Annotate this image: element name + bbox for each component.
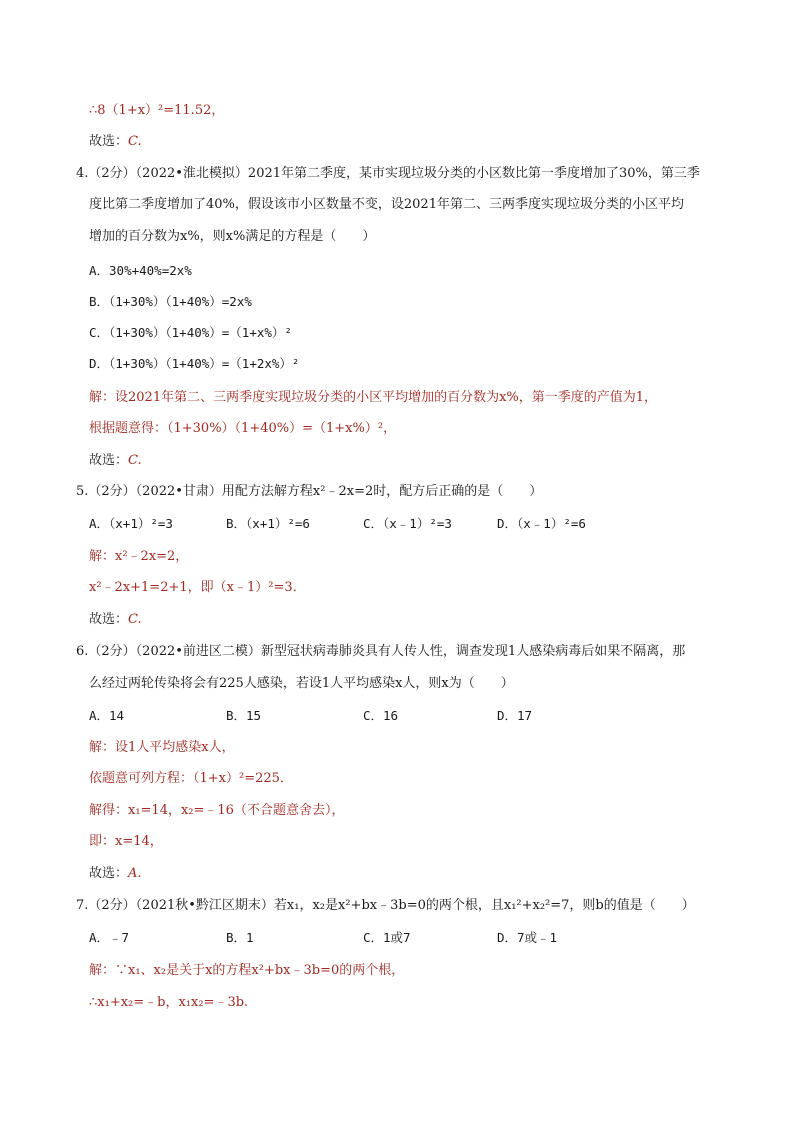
question-5-stem: 5.（2分）（2022•甘肃）用配方法解方程x²﹣2x=2时，配方后正确的是（ ） [76,484,543,499]
answer-letter: A. [128,866,142,881]
question-4-answer [89,452,142,470]
question-6-stem: 6.（2分）（2022•前进区二模）新型冠状病毒肺炎具有人传人性，调查发现1人感染病毒后如果不隔离，那 [76,644,686,659]
question-5-option-a: A．（x+1）²=3 [89,516,173,531]
question-4-solution: 解：设2021年第二、三两季度实现垃圾分类的小区平均增加的百分数为x%，第一季度的产值为1， [89,390,658,405]
question-6-option-b: B．15 [226,708,262,723]
question-4-stem: 4.（2分）（2022•淮北模拟）2021年第二季度，某市实现垃圾分类的小区数比第一季度增加了30%，第三季 [76,166,700,181]
question-7-option-d: D．7或﹣1 [497,930,558,945]
question-4-option-b: B．（1+30%）（1+40%）=2x% [89,294,252,309]
question-5-solution: 解：x²﹣2x=2， [89,549,189,564]
question-5-option-d: D．（x﹣1）²=6 [497,516,586,531]
question-4-stem-cont: 增加的百分数为x%，则x%满足的方程是（ ） [89,229,376,244]
answer-label: 故选： [89,453,129,468]
question-6-option-d: D．17 [497,708,533,723]
question-6-solution: 即：x=14， [89,834,163,849]
question-5-answer [89,611,142,629]
question-4-solution: 根据题意得：（1+30%）（1+40%）=（1+x%）²， [89,421,397,436]
question-6-stem-cont: 么经过两轮传染将会有225人感染，若设1人平均感染x人，则x为（ ） [89,676,514,691]
answer-label: 故选： [89,134,129,149]
question-5-solution: x²﹣2x+1=2+1，即（x﹣1）²=3． [89,580,306,595]
question-7-solution: ∴x₁+x₂=﹣b，x₁x₂=﹣3b. [89,995,249,1010]
answer-label: 故选： [89,866,129,881]
question-6-option-c: C．16 [363,708,399,723]
question-6-solution: 解得：x₁=14，x₂=﹣16（不合题意舍去）， [89,803,345,818]
answer-label: 故选： [89,612,129,627]
question-4-option-c: C．（1+30%）（1+40%）=（1+x%）² [89,325,292,340]
question-6-solution: 解：设1人平均感染x人， [89,740,235,755]
question-5-option-c: C．（x﹣1）²=3 [363,516,452,531]
question-7-stem: 7.（2分）（2021秋•黔江区期末）若x₁，x₂是x²+bx﹣3b=0的两个根，且x₁²+x₂²=7，则b的值是（ ） [76,898,695,913]
answer-letter: C. [128,612,142,627]
question-7-option-b: B．1 [226,930,254,945]
question-4-option-a: A．30%+40%=2x% [89,263,192,278]
answer-letter: C. [128,453,142,468]
question-7-option-a: A．﹣7 [89,930,130,945]
question-4-stem-cont: 度比第二季度增加了40%，假设该市小区数量不变，设2021年第二、三两季度实现垃圾分类的小区平均 [89,197,684,212]
question-6-answer [89,865,142,883]
question-7-option-c: C．1或7 [363,930,411,945]
question-7-solution: 解：∵x₁、x₂是关于x的方程x²+bx﹣3b=0的两个根， [89,963,405,978]
question-6-option-a: A．14 [89,708,125,723]
question-5-option-b: B．（x+1）²=6 [226,516,310,531]
answer-line [89,133,142,151]
solution-line: ∴8（1+x）²=11.52， [89,103,225,118]
answer-letter: C. [128,134,142,149]
question-6-solution: 依题意可列方程：（1+x）²=225． [89,771,293,786]
question-4-option-d: D．（1+30%）（1+40%）=（1+2x%）² [89,356,300,371]
